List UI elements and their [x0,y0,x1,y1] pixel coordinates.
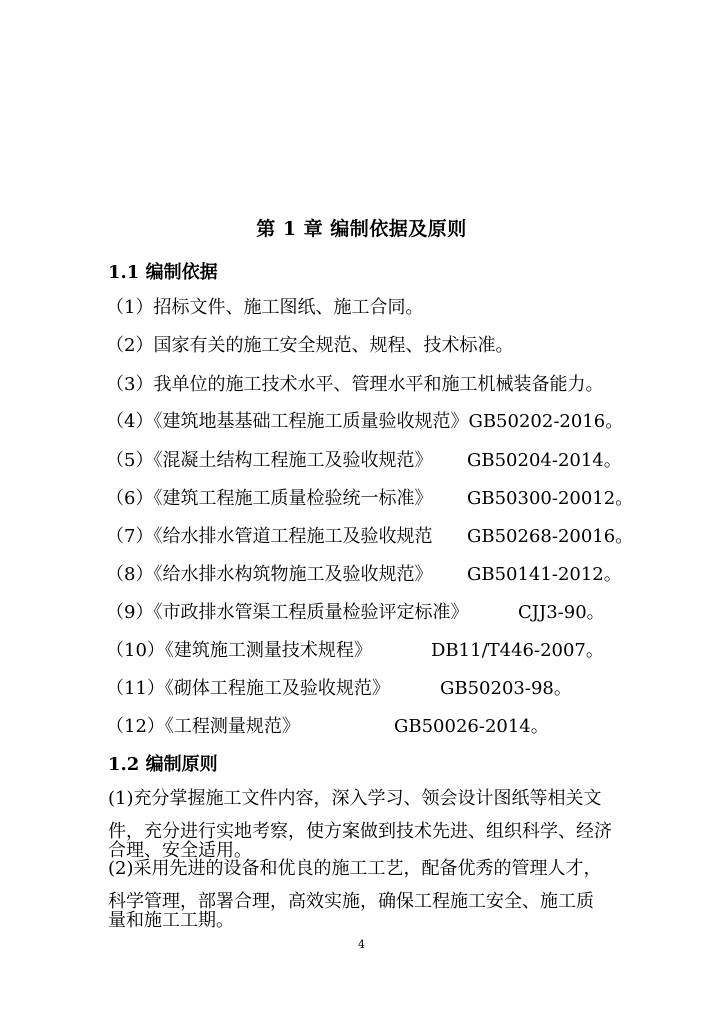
paragraph-line: 合理、安全适用。 [108,840,252,861]
standard-code: GB50204-2014。 [467,450,622,471]
reference-text: （10）《建筑施工测量技术规程》 [106,640,372,661]
reference-text: （6）《建筑工程施工质量检验统一标准》 [106,488,433,509]
reference-item [106,407,623,433]
reference-item [106,598,605,624]
section-heading-basis: 1.1 编制依据 [108,262,218,283]
paragraph-line: 量和施工工期。 [108,910,234,931]
section-heading-principles: 1.2 编制原则 [108,754,218,775]
reference-text: （11）《砌体工程施工及验收规范》 [106,678,390,699]
standard-code: DB11/T446-2007。 [431,640,604,661]
paragraph-line: 件，充分进行实地考察，使方案做到技术先进、组织科学、经济 [108,821,612,842]
reference-text: （7）《给水排水管道工程施工及验收规范 [106,526,433,547]
reference-item [106,370,603,396]
standard-code: GB50300-20012。 [467,488,634,509]
reference-item [106,484,634,510]
reference-text: （4）《建筑地基基础工程施工质量验收规范》GB50202-2016。 [106,411,624,432]
paragraph-line: (1)充分掌握施工文件内容，深入学习、领会设计图纸等相关文 [108,788,602,809]
reference-item [106,331,513,357]
paragraph-line: (2)采用先进的设备和优良的施工工艺，配备优秀的管理人才， [108,858,602,879]
reference-text: （3）我单位的施工技术水平、管理水平和施工机械装备能力。 [106,374,604,395]
reference-text: （1）招标文件、施工图纸、施工合同。 [106,297,424,318]
reference-item [106,636,604,662]
reference-item [106,674,572,700]
reference-text: （8）《给水排水构筑物施工及验收规范》 [106,564,433,585]
principle-paragraph [108,859,618,930]
standard-code: GB50141-2012。 [467,564,622,585]
page-number: 4 [358,938,365,951]
reference-text: （5）《混凝土结构工程施工及验收规范》 [106,450,433,471]
chapter-title: 第 1 章 编制依据及原则 [256,218,467,240]
reference-item [106,560,622,586]
reference-item [106,522,634,548]
reference-text: （12）《工程测量规范》 [106,716,300,737]
reference-item [106,712,549,738]
standard-code: GB50203-98。 [440,678,572,699]
reference-text: （9）《市政排水管渠工程质量检验评定标准》 [106,602,469,623]
paragraph-line: 科学管理，部署合理，高效实施，确保工程施工安全、施工质 [108,891,594,912]
standard-code: CJJ3-90。 [518,602,605,623]
principle-paragraph [108,789,618,860]
reference-text: （2）国家有关的施工安全规范、规程、技术标准。 [106,335,514,356]
standard-code: GB50026-2014。 [394,716,549,737]
reference-item [106,446,622,472]
reference-item [106,293,423,319]
standard-code: GB50268-20016。 [467,526,634,547]
